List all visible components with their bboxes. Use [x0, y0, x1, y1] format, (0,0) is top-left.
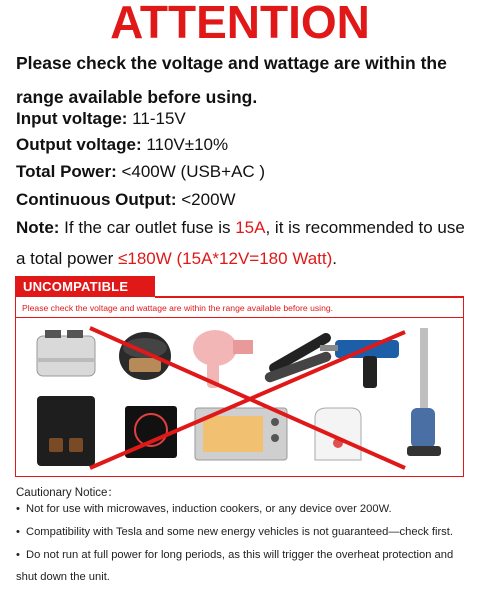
uncompatible-subtitle: Please check the voltage and wattage are within the range available before using.	[22, 303, 334, 313]
vacuum-cleaner-icon	[407, 328, 441, 456]
spec-label: Continuous Output:	[16, 190, 177, 209]
recommended-power: ≤180W (15A*12V=180 Watt)	[118, 249, 333, 268]
spec-label: Input voltage:	[16, 109, 128, 128]
fuse-rating: 15A	[235, 218, 266, 237]
note-label: Note:	[16, 218, 60, 237]
bullet-text: Not for use with microwaves, induction cookers, or any device over 200W.	[26, 503, 392, 515]
caution-bullet	[16, 498, 468, 520]
rice-cooker-icon	[119, 332, 171, 380]
uncompatible-tab: UNCOMPATIBLE	[15, 276, 155, 297]
spec-value: <400W (USB+AC )	[116, 162, 266, 181]
fuse-note	[16, 212, 471, 274]
caution-bullet	[16, 521, 468, 543]
bullet-dot-icon: •	[16, 526, 20, 538]
spec-output-voltage	[16, 130, 228, 160]
bullet-text: Compatibility with Tesla and some new energy vehicles is not guaranteed—check first.	[26, 526, 453, 538]
note-text: , it is recommended to use a total power	[16, 218, 465, 268]
coffee-machine-icon	[37, 396, 95, 466]
caution-title: Cautionary Notice：	[16, 487, 119, 499]
toaster-icon	[37, 330, 95, 376]
spec-total-power	[16, 157, 265, 187]
electric-kettle-icon	[315, 408, 361, 460]
spec-value: 110V±10%	[141, 135, 229, 154]
spec-label: Total Power:	[16, 162, 117, 181]
spec-label: Output voltage:	[16, 135, 142, 154]
incompatible-appliances-illustration	[15, 318, 464, 477]
bullet-dot-icon: •	[16, 503, 20, 515]
spec-value: <200W	[176, 190, 236, 209]
bullet-dot-icon: •	[16, 549, 20, 561]
hair-straightener-icon	[263, 331, 332, 383]
bullet-text: Do not run at full power for long periods, as this will trigger the overheat protection and shut down the unit.	[16, 549, 454, 583]
note-text: .	[332, 249, 338, 268]
spec-value: 11-15V	[127, 109, 186, 128]
uncompatible-top-rule	[155, 296, 464, 298]
page-title: ATTENTION	[110, 0, 370, 48]
note-text: If the car outlet fuse is	[59, 218, 236, 237]
caution-bullet	[16, 544, 468, 588]
intro-text: Please check the voltage and wattage are within the range available before using.	[16, 53, 447, 107]
spec-continuous-output	[16, 185, 236, 215]
